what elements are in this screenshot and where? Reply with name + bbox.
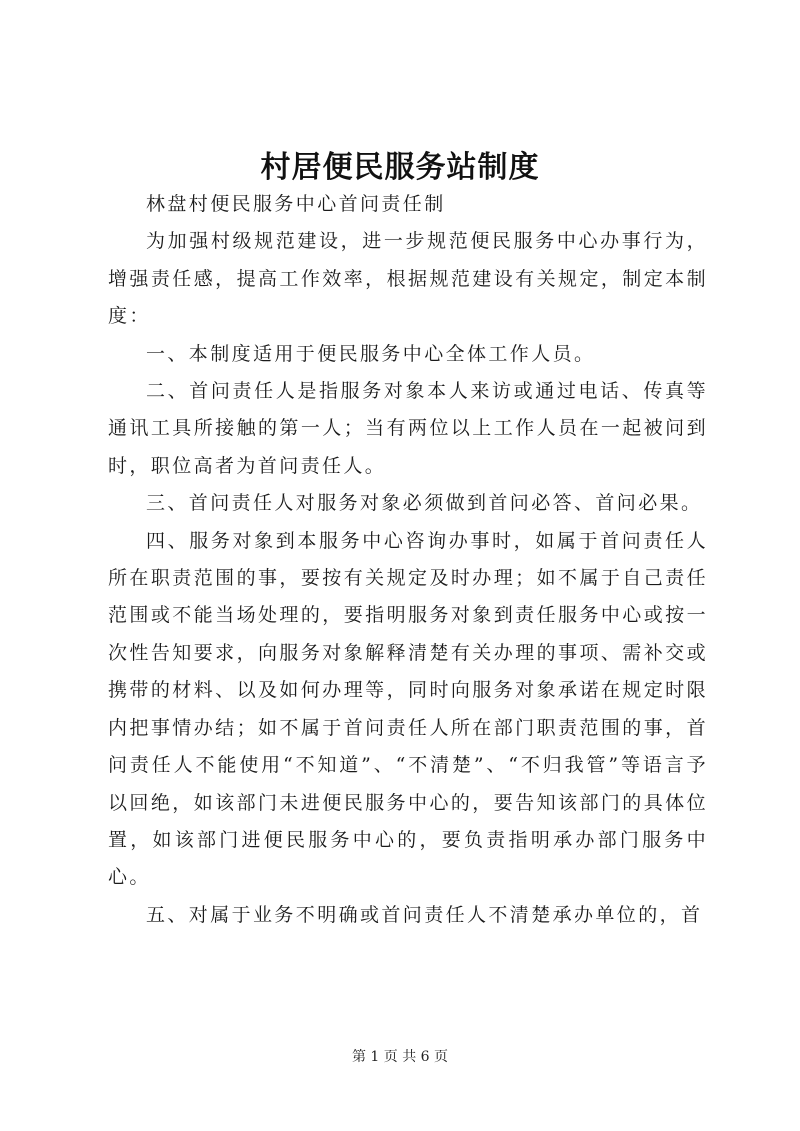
paragraph: 一、本制度适用于便民服务中心全体工作人员。: [146, 342, 596, 365]
page-footer: 第 1 页 共 6 页: [351, 1049, 449, 1065]
paragraph: 二、首问责任人是指服务对象本人来访或通过电话、传真等通讯工具所接触的第一人；当有两位以上工作人员在一起被问到时，职位高者为首问责任人。: [108, 380, 708, 477]
paragraph: 三、首问责任人对服务对象必须做到首问必答、首问必果。: [146, 492, 703, 515]
paragraph: 为加强村级规范建设，进一步规范便民服务中心办事行为，增强责任感，提高工作效率，根据规范建设有关规定，制定本制度：: [108, 230, 708, 328]
paragraph: 四、服务对象到本服务中心咨询办事时，如属于首问责任人所在职责范围的事，要按有关规定及时办理；如不属于自己责任范围或不能当场处理的，要指明服务对象到责任服务中心或按一次性告知要求，向服务对象解释清楚有关办理的事项、需补交或携带的材料、以及如何办理等，同时向服务对象承诺在规定时限内把事情办结；如不属于首问责任人所在部门职责范围的事，首问责任人不能使用“不知道”、“不清楚”、“不归我管”等语言予以回绝，如该部门未进便民服务中心的，要告知该部门的具体位置，如该部门进便民服务中心的，要负责指明承办部门服务中心。: [108, 529, 708, 889]
document-body: [108, 186, 708, 934]
paragraph: 林盘村便民服务中心首问责任制: [146, 193, 446, 215]
document-title: 村居便民服务站制度: [260, 150, 540, 185]
paragraph: 五、对属于业务不明确或首问责任人不清楚承办单位的，首: [146, 903, 703, 926]
